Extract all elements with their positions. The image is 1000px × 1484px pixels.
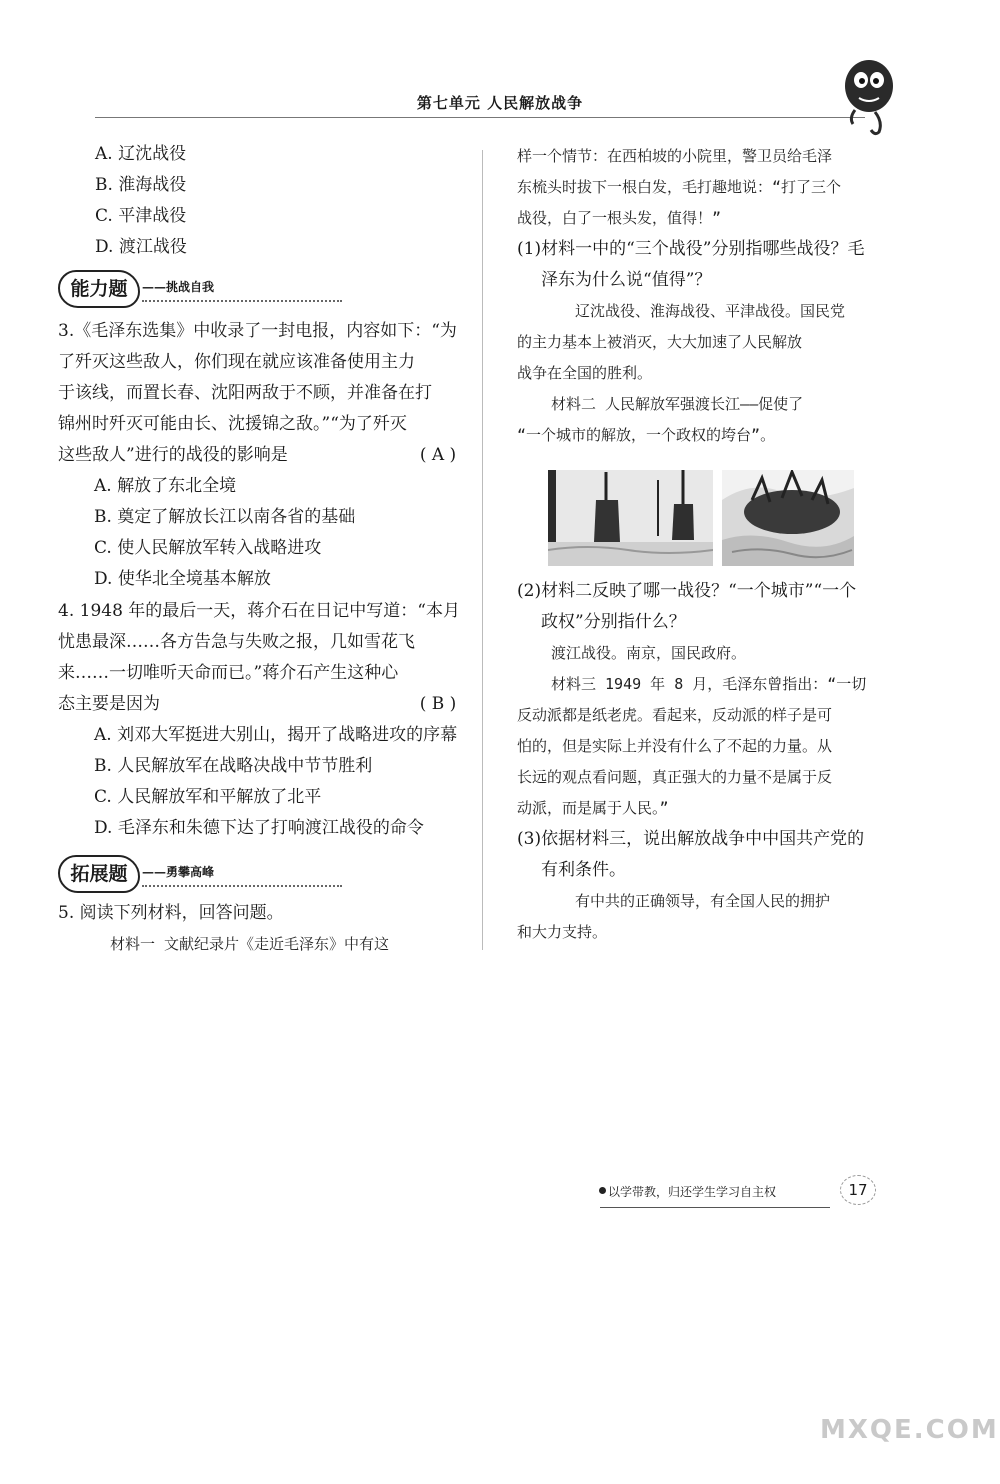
q4-line: 来……一切唯听天命而已。”蒋介石产生这种心	[58, 663, 399, 683]
mascot-icon	[835, 48, 905, 138]
q5-material3-line: 怕的，但是实际上并没有什么了不起的力量。从	[517, 737, 833, 755]
section-ability-title: 能力题	[58, 270, 140, 308]
q5-material3-line: 长远的观点看问题，真正强大的力量不是属于反	[517, 768, 833, 786]
q2-option-d: D. 渡江战役	[95, 237, 187, 257]
q4-option-b: B. 人民解放军在战略决战中节节胜利	[94, 756, 373, 776]
q5-answer1-line: 的主力基本上被消灭，大大加速了人民解放	[517, 333, 803, 351]
q2-options	[95, 139, 187, 263]
footer-bullet-icon	[599, 1187, 606, 1194]
unit-title: 第七单元 人民解放战争	[416, 94, 584, 112]
q4-option-a: A. 刘邓大军挺进大别山，揭开了战略进攻的序幕	[94, 725, 458, 745]
q4-stem-last	[58, 689, 468, 720]
q5-material3-line: 动派，而是属于人民。”	[517, 799, 669, 817]
header-rule	[95, 117, 865, 118]
q3-option-a: A. 解放了东北全境	[94, 476, 237, 496]
q3-stem-last	[58, 440, 468, 471]
column-divider	[482, 150, 483, 950]
q5-sub1-line: 泽东为什么说“值得”？	[541, 270, 712, 290]
junk-boats-photo	[548, 470, 713, 566]
q2-option-b: B. 淮海战役	[95, 175, 187, 195]
q4-options	[58, 720, 468, 844]
q3-option-c: C. 使人民解放军转入战略进攻	[94, 538, 322, 558]
question-5-right	[517, 141, 917, 451]
q5-answer3-line: 和大力支持。	[517, 923, 608, 941]
q5-sub3-line: 有利条件。	[541, 860, 626, 880]
q5-material2-line: 材料二 人民解放军强渡长江——促使了	[551, 395, 804, 413]
section-extend-title: 拓展题	[58, 855, 140, 893]
q5-material2-line: “一个城市的解放，一个政权的垮台”。	[517, 426, 776, 444]
section-ability-dots	[142, 298, 342, 302]
river-crossing-photo	[722, 470, 854, 566]
q4-option-d: D. 毛泽东和朱德下达了打响渡江战役的命令	[94, 818, 424, 838]
q5-material1-start: 材料一 文献纪录片《走近毛泽东》中有这	[110, 935, 390, 953]
q3-option-b: B. 奠定了解放长江以南各省的基础	[94, 507, 356, 527]
q5-material3-line: 反动派都是纸老虎。看起来，反动派的样子是可	[517, 706, 833, 724]
q4-line: 忧患最深……各方告急与失败之报，几如雪花飞	[58, 632, 415, 652]
q3-line: 了歼灭这些敌人，你们现在就应该准备使用主力	[58, 352, 415, 372]
q3-line: 3.《毛泽东选集》中收录了一封电报，内容如下：“为	[58, 321, 457, 341]
q5-sub2-line: (2)材料二反映了哪一战役？“一个城市”“一个	[517, 581, 857, 601]
page-number: 17	[840, 1175, 876, 1205]
question-4	[58, 596, 468, 844]
q4-option-c: C. 人民解放军和平解放了北平	[94, 787, 322, 807]
section-extend-subtitle: ——勇攀高峰	[142, 865, 215, 879]
q5-intro: 5. 阅读下列材料，回答问题。	[58, 903, 284, 923]
question-5-right-lower	[517, 576, 917, 948]
q5-answer2: 渡江战役。南京，国民政府。	[551, 644, 747, 662]
footer-slogan: 以学带教，归还学生学习自主权	[608, 1185, 777, 1199]
q5-material1-line: 样一个情节：在西柏坡的小院里，警卫员给毛泽	[517, 147, 833, 165]
q5-sub3-line: (3)依据材料三，说出解放战争中中国共产党的	[517, 829, 865, 849]
section-extend-dots	[142, 883, 342, 887]
question-5-intro	[58, 898, 468, 960]
q3-option-d: D. 使华北全境基本解放	[94, 569, 271, 589]
q5-material1-line: 东梳头时拔下一根白发，毛打趣地说：“打了三个	[517, 178, 842, 196]
q5-material3-line: 材料三 1949 年 8 月，毛泽东曾指出：“一切	[551, 675, 867, 693]
q4-line: 态主要是因为	[58, 694, 160, 714]
q4-line: 4. 1948 年的最后一天，蒋介石在日记中写道：“本月	[58, 601, 460, 621]
q3-line: 这些敌人”进行的战役的影响是	[58, 445, 288, 465]
question-3	[58, 316, 468, 595]
q5-answer3-line: 有中共的正确领导，有全国人民的拥护	[575, 892, 831, 910]
q5-answer1-line: 战争在全国的胜利。	[517, 364, 653, 382]
q2-option-a: A. 辽沈战役	[95, 144, 187, 164]
q3-line: 于该线，而置长春、沈阳两敌于不顾，并准备在打	[58, 383, 432, 403]
q5-sub2-line: 政权”分别指什么？	[541, 612, 686, 632]
footer-rule	[600, 1207, 830, 1208]
q5-sub1-line: (1)材料一中的“三个战役”分别指哪些战役？毛	[517, 239, 865, 259]
q4-answer: ( B )	[419, 694, 457, 714]
q5-material1-line: 战役，白了一根头发，值得！”	[517, 209, 722, 227]
watermark: MXQE.COM	[820, 1415, 999, 1445]
q3-options	[58, 471, 468, 595]
q3-answer: ( A )	[419, 445, 457, 465]
q2-option-c: C. 平津战役	[95, 206, 187, 226]
q5-answer1-line: 辽沈战役、淮海战役、平津战役。国民党	[575, 302, 846, 320]
section-ability-subtitle: ——挑战自我	[142, 280, 215, 294]
q3-line: 锦州时歼灭可能由长、沈援锦之敌。”“为了歼灭	[58, 414, 407, 434]
